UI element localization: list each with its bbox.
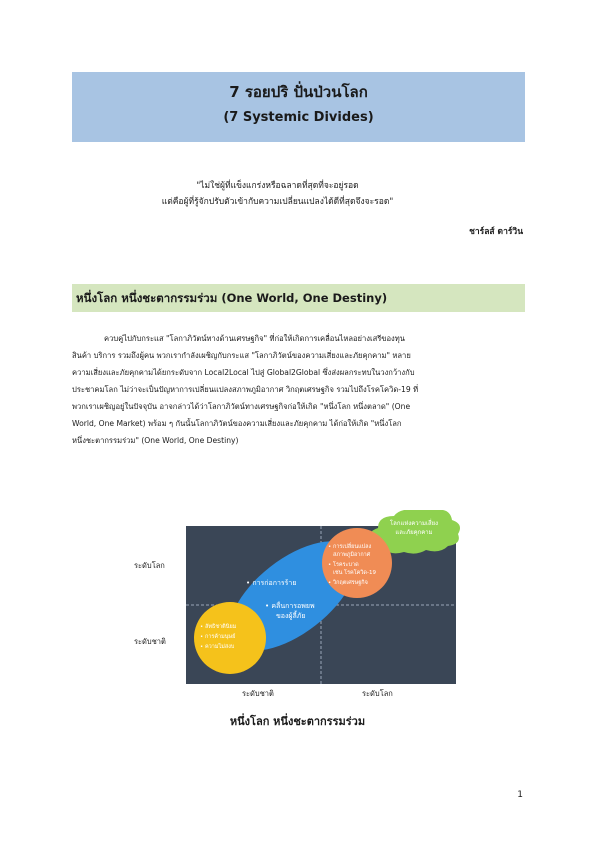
quote-author: ชาร์ลส์ ดาร์วิน bbox=[469, 227, 523, 237]
title-thai: 7 รอยปริ ปั่นป่วนโลก bbox=[229, 83, 368, 101]
blue-item-2-line-1: • คลื่นการอพยพ bbox=[265, 602, 315, 610]
paragraph-line-7: หนึ่งชะตากรรมร่วม" (One World, One Destiny) bbox=[72, 436, 239, 445]
x-axis-label-national: ระดับชาติ bbox=[242, 689, 274, 698]
paragraph-line-1: ควบคู่ไปกับกระแส "โลกาภิวัตน์ทางด้านเศรษฐกิจ" ที่ก่อให้เกิดการเคลื่อนไหลอย่างเสรีของทุน bbox=[104, 334, 405, 343]
orange-item-1-line-1: • การเปลี่ยนแปลง bbox=[328, 544, 372, 550]
page-number: 1 bbox=[517, 790, 523, 800]
quote-line-2: แต่คือผู้ที่รู้จักปรับตัวเข้ากับความเปลี่ยนแปลงได้ดีที่สุดจึงจะรอด" bbox=[161, 197, 394, 207]
yellow-item-3: • ความไม่สงบ bbox=[200, 644, 235, 650]
paragraph-line-3: ความเสี่ยงและภัยคุกคามได้ยกระดับจาก Local2Local ไปสู่ Global2Global ซึ่งส่งผลกระทบในวงกว้างกับ bbox=[72, 368, 415, 377]
risk-diagram bbox=[130, 510, 465, 702]
orange-item-2-line-2: เช่น โรคโควิด-19 bbox=[333, 570, 376, 576]
yellow-item-1: • ลัทธิชาตินิยม bbox=[200, 624, 237, 630]
section-title: หนึ่งโลก หนึ่งชะตากรรมร่วม (One World, One Destiny) bbox=[76, 291, 388, 305]
paragraph-line-4: ประชาคมโลก ไม่ว่าจะเป็นปัญหาการเปลี่ยนแปลงสภาพภูมิอากาศ วิกฤตเศรษฐกิจ รวมไปถึงโรคโควิด-19 ที่ bbox=[72, 385, 419, 394]
paragraph-line-5: พวกเราเผชิญอยู่ในปัจจุบัน อาจกล่าวได้ว่าโลกาภิวัตน์ทางเศรษฐกิจก่อให้เกิด "หนึ่งโลก หนึ่งตลาด" (One bbox=[72, 402, 411, 411]
blue-item-1: • การก่อการร้าย bbox=[246, 579, 297, 587]
x-axis-label-global: ระดับโลก bbox=[362, 689, 393, 698]
title-english: (7 Systemic Divides) bbox=[223, 110, 374, 125]
paragraph-line-6: World, One Market) พร้อม ๆ กันนั้นโลกาภิวัตน์ของความเสี่ยงและภัยคุกคาม ได้ก่อให้เกิด "หนึ่งโลก bbox=[72, 419, 402, 428]
title-box bbox=[72, 72, 525, 142]
y-axis-label-global: ระดับโลก bbox=[134, 561, 165, 570]
blue-item-2-line-2: ของผู้ลี้ภัย bbox=[276, 612, 306, 620]
orange-item-2-line-1: • โรคระบาด bbox=[328, 562, 359, 568]
paragraph-line-2: สินค้า บริการ รวมถึงผู้คน พวกเรากำลังเผชิญกับกระแส "โลกาภิวัตน์ของความเสี่ยงและภัยคุกคาม" หลาย bbox=[72, 351, 411, 360]
orange-item-3: • วิกฤตเศรษฐกิจ bbox=[328, 580, 368, 586]
diagram-caption: หนึ่งโลก หนึ่งชะตากรรมร่วม bbox=[229, 715, 366, 728]
cloud-label-1: โลกแห่งความเสี่ยง bbox=[389, 520, 439, 527]
quote-line-1: "ไม่ใช่ผู้ที่แข็งแกร่งหรือฉลาดที่สุดที่จะอยู่รอด bbox=[196, 181, 359, 191]
yellow-item-2: • การค้ามนุษย์ bbox=[200, 634, 236, 640]
section-header bbox=[72, 284, 525, 312]
y-axis-label-national: ระดับชาติ bbox=[134, 637, 166, 646]
cloud-label-2: และภัยคุกคาม bbox=[395, 529, 433, 536]
orange-item-1-line-2: สภาพภูมิอากาศ bbox=[333, 552, 371, 558]
